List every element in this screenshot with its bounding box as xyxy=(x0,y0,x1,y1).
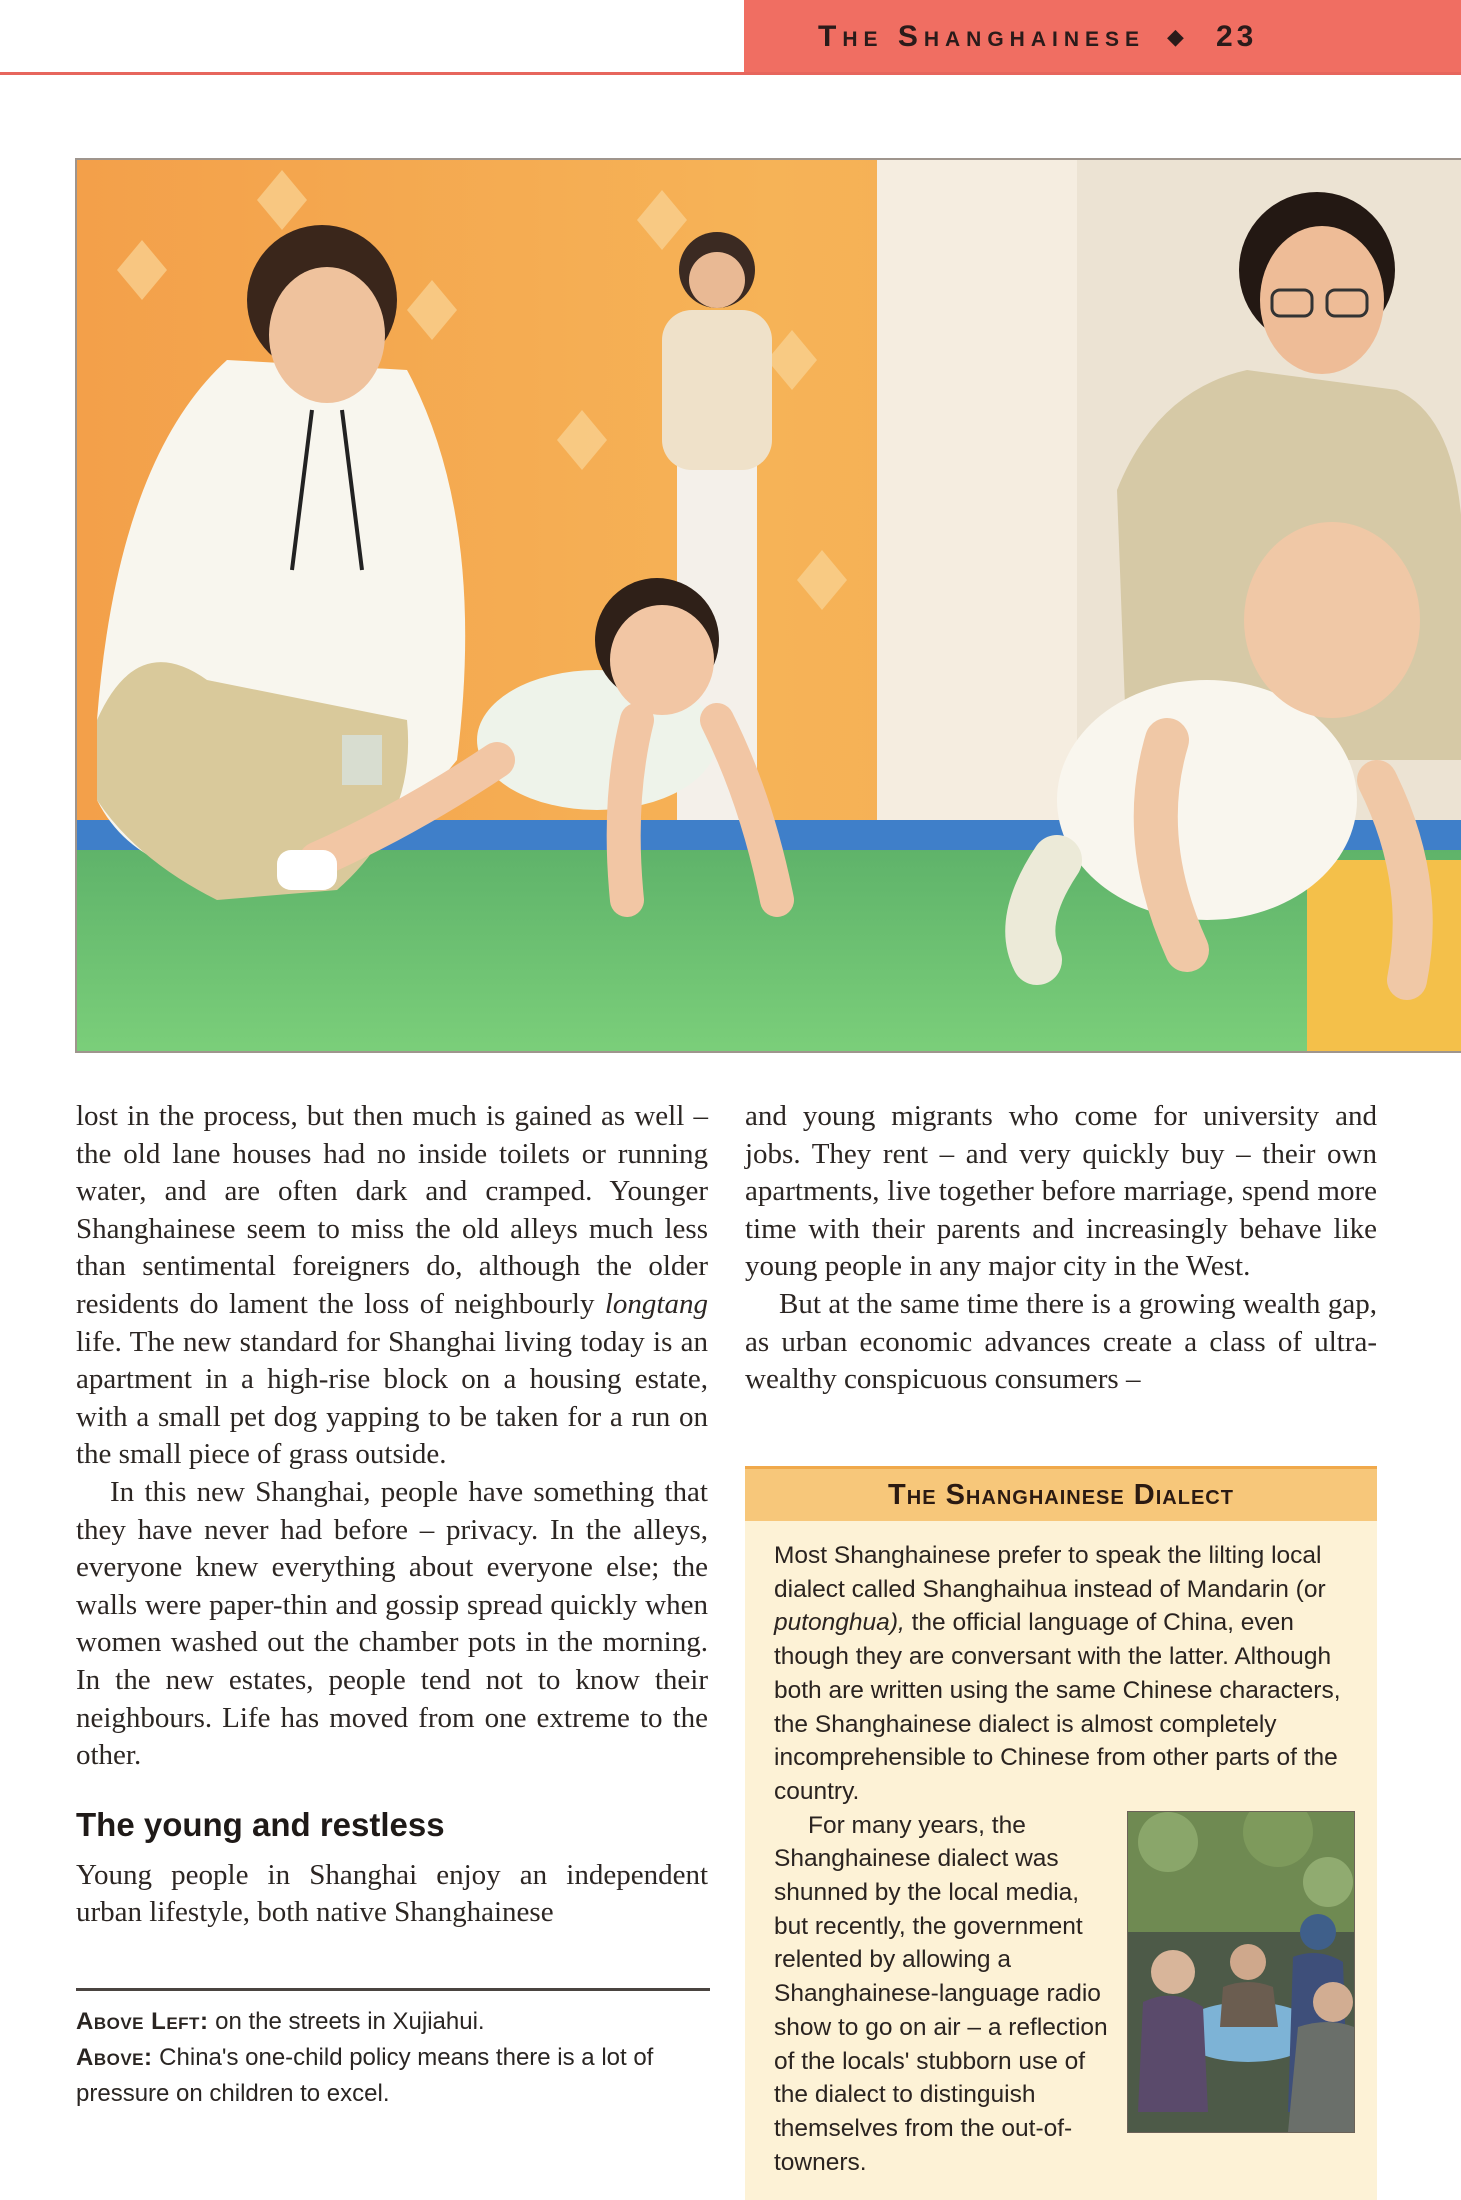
caption-above-left: Above Left: on the streets in Xujiahui. xyxy=(76,2008,485,2035)
body-paragraph: lost in the process, but then much is gained as well – the old lane houses had no inside toilets or running water, and are often dark and cramped. Younger Shanghainese seem to miss the old alleys much less than sentimental foreigners do, although the older residents do lament the loss of neighbourly longtang life. The new standard for Shanghai living today is an apartment in a high-rise block on a housing estate, with a small pet dog yapping to be taken for a run on the small piece of grass outside. xyxy=(76,1100,708,1471)
caption-rule xyxy=(76,1988,710,1991)
sidebar-box xyxy=(745,1466,1377,2200)
section-title: The Shanghainese xyxy=(818,20,1146,53)
header-rule xyxy=(0,72,1461,75)
subheading: The young and restless xyxy=(76,1805,445,1843)
sidebar-photo-mahjong-players xyxy=(1127,1811,1355,2133)
caption-above: Above: China's one-child policy means there is a lot of pressure on children to excel. xyxy=(76,2044,654,2107)
page-number: 23 xyxy=(1215,20,1258,53)
photo-captions xyxy=(76,2004,710,2112)
sidebar-title: The Shanghainese Dialect xyxy=(745,1466,1377,1521)
diamond-separator-icon: ◆ xyxy=(1167,24,1190,49)
sidebar-paragraph: Most Shanghainese prefer to speak the lilting local dialect called Shanghaihua instead of Mandarin (or putonghua), the official language of China, even though they are conversant with the latter. Although both are written using the same Chinese characters, the Shanghainese dialect is almost completely incomprehensible to Chinese from other parts of the country. xyxy=(774,1542,1341,1805)
sidebar-paragraph: For many years, the Shanghainese dialect was shunned by the local media, but recently, the government relented by allowing a Shanghainese-language radio show to go on air – a reflection of the locals' stubborn use of the dialect to distinguish themselves from the out-of-towners. xyxy=(774,1811,1108,2176)
body-paragraph: But at the same time there is a growing wealth gap, as urban economic advances create a class of ultra-wealthy conspicuous consumers – xyxy=(745,1287,1377,1396)
right-text-column xyxy=(745,1098,1377,1399)
sidebar-body xyxy=(745,1521,1377,2179)
body-paragraph: In this new Shanghai, people have something that they have never had before – privacy. In the alleys, everyone knew everything about everyone else; the walls were paper-thin and gossip spread quickly when women washed out the chamber pots in the morning. In the new estates, people tend not to know their neighbours. Life has moved from one extreme to the other. xyxy=(76,1475,708,1772)
left-text-column xyxy=(76,1098,708,1932)
main-photo-babies-crawling xyxy=(75,158,1461,1053)
running-header xyxy=(818,20,1257,54)
body-paragraph: Young people in Shanghai enjoy an independent urban lifestyle, both native Shanghainese xyxy=(76,1858,708,1929)
body-paragraph: and young migrants who come for university and jobs. They rent – and very quickly buy – their own apartments, live together before marriage, spend more time with their parents and increasingly behave like young people in any major city in the West. xyxy=(745,1100,1377,1283)
